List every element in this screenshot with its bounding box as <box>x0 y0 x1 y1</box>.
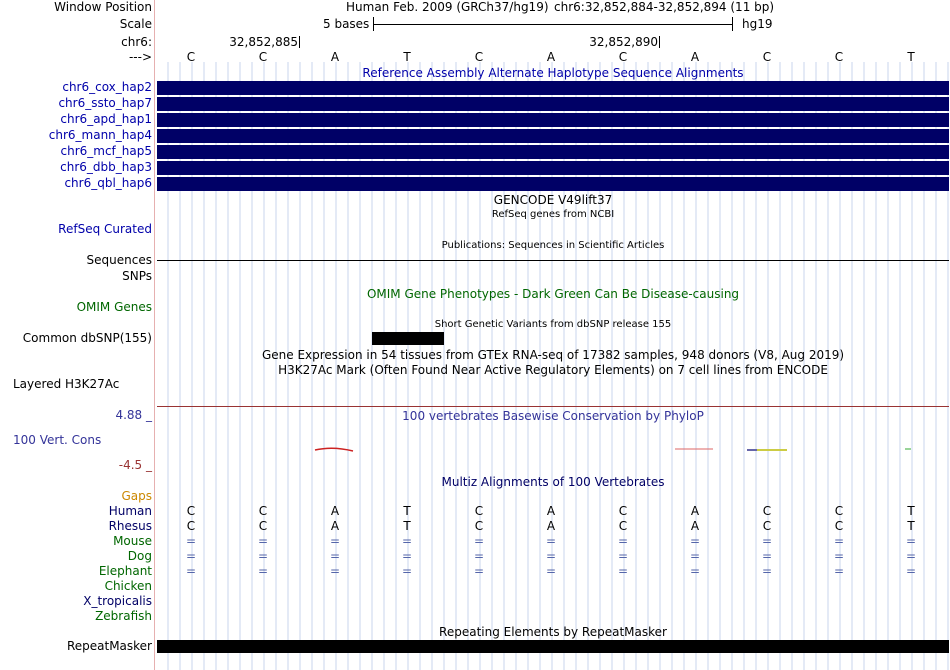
alignment-base: C <box>762 504 772 518</box>
phylop-label[interactable]: 100 Vert. Cons <box>13 433 102 447</box>
coord-tick-mark-1 <box>299 36 300 48</box>
alignment-base: A <box>690 504 700 518</box>
alignment-base: = <box>185 534 197 548</box>
alignment-base: = <box>473 534 485 548</box>
alignment-base: = <box>329 549 341 563</box>
species-label[interactable]: X_tropicalis <box>83 594 152 608</box>
phylop-mark-1 <box>315 448 353 451</box>
omim-label[interactable]: OMIM Genes <box>76 300 152 314</box>
alignment-base: = <box>257 564 269 578</box>
publications-title[interactable]: Publications: Sequences in Scientific Articles <box>441 240 665 251</box>
repeatmasker-block[interactable] <box>157 640 949 653</box>
alignment-base: = <box>689 564 701 578</box>
alignment-base: = <box>761 534 773 548</box>
alignment-base: C <box>618 504 628 518</box>
alignment-base: T <box>907 504 915 518</box>
haplotype-label[interactable]: chr6_ssto_hap7 <box>58 96 152 110</box>
dbsnp-title[interactable]: Short Genetic Variants from dbSNP release 155 <box>434 319 672 330</box>
h3k27ac-title[interactable]: H3K27Ac Mark (Often Found Near Active Regulatory Elements) on 7 cell lines from ENCODE <box>278 363 828 377</box>
haplotype-label[interactable]: chr6_mcf_hap5 <box>60 144 152 158</box>
alignment-base: = <box>617 534 629 548</box>
haplotype-bar[interactable] <box>157 97 949 111</box>
base-letter: A <box>690 50 700 64</box>
phylop-min: -4.5 _ <box>118 458 152 472</box>
phylop-title[interactable]: 100 vertebrates Basewise Conservation by PhyloP <box>402 409 704 423</box>
haplotype-bar[interactable] <box>157 129 949 143</box>
haplotype-bar[interactable] <box>157 161 949 175</box>
haplotype-bar[interactable] <box>157 81 949 95</box>
species-label[interactable]: Human <box>108 504 152 518</box>
h3k27ac-baseline <box>157 406 949 407</box>
repeatmasker-label[interactable]: RepeatMasker <box>66 639 152 653</box>
alignment-base: T <box>907 519 915 533</box>
alignment-base: C <box>258 504 268 518</box>
alignment-base: = <box>545 564 557 578</box>
base-letter: C <box>258 50 268 64</box>
assembly-label: Human Feb. 2009 (GRCh37/hg19) <box>346 0 549 14</box>
gencode-title[interactable]: GENCODE V49lift37 <box>493 193 613 207</box>
alignment-base: = <box>473 549 485 563</box>
alignment-base: A <box>546 519 556 533</box>
dbsnp-label[interactable]: Common dbSNP(155) <box>22 331 152 345</box>
alignment-base: = <box>833 564 845 578</box>
chrom-label: chr6: <box>121 35 152 49</box>
repeatmasker-title[interactable]: Repeating Elements by RepeatMasker <box>439 625 667 639</box>
alignment-base: T <box>403 504 411 518</box>
omim-title[interactable]: OMIM Gene Phenotypes - Dark Green Can Be Disease-causing <box>366 287 740 301</box>
alignment-base: = <box>905 549 917 563</box>
refseq-subtitle[interactable]: RefSeq genes from NCBI <box>491 209 615 220</box>
coord-tick-2: 32,852,890 <box>589 35 658 49</box>
alignment-base: = <box>185 564 197 578</box>
haplotype-label[interactable]: chr6_cox_hap2 <box>62 80 152 94</box>
haplotype-bar[interactable] <box>157 145 949 159</box>
base-letter: T <box>403 50 411 64</box>
scale-text: 5 bases <box>323 17 370 31</box>
species-label[interactable]: Dog <box>127 549 152 563</box>
base-letter: C <box>762 50 772 64</box>
refseq-label[interactable]: RefSeq Curated <box>58 222 152 236</box>
alignment-base: A <box>330 519 340 533</box>
base-letter: C <box>186 50 196 64</box>
species-label[interactable]: Mouse <box>113 534 152 548</box>
phylop-graph <box>157 440 949 460</box>
species-label[interactable]: Chicken <box>104 579 152 593</box>
dbsnp-variant[interactable] <box>372 332 444 345</box>
window-position-label: Window Position <box>54 0 152 14</box>
alignment-base: = <box>185 549 197 563</box>
strand-label: ---> <box>128 50 152 64</box>
base-letter: C <box>618 50 628 64</box>
alignment-base: = <box>545 534 557 548</box>
alignment-base: = <box>401 549 413 563</box>
alignment-base: = <box>761 549 773 563</box>
coord-tick-mark-2 <box>659 36 660 48</box>
alignment-base: C <box>834 504 844 518</box>
species-label[interactable]: Elephant <box>98 564 152 578</box>
position-label[interactable]: chr6:32,852,884-32,852,894 (11 bp) <box>554 0 775 14</box>
haplotype-title[interactable]: Reference Assembly Alternate Haplotype Sequence Alignments <box>362 66 744 80</box>
alignment-base: = <box>617 564 629 578</box>
alignment-base: A <box>546 504 556 518</box>
haplotype-label[interactable]: chr6_dbb_hap3 <box>60 160 152 174</box>
phylop-max: 4.88 _ <box>115 408 152 422</box>
alignment-base: = <box>473 564 485 578</box>
scale-bar <box>373 17 733 31</box>
alignment-base: = <box>905 534 917 548</box>
alignment-base: C <box>834 519 844 533</box>
alignment-base: = <box>617 549 629 563</box>
base-letter: A <box>330 50 340 64</box>
sequences-line <box>157 260 949 261</box>
alignment-base: = <box>905 564 917 578</box>
base-letter: A <box>546 50 556 64</box>
scale-db: hg19 <box>742 17 773 31</box>
haplotype-bar[interactable] <box>157 177 949 191</box>
alignment-base: C <box>762 519 772 533</box>
haplotype-label[interactable]: chr6_apd_hap1 <box>60 112 152 126</box>
multiz-title[interactable]: Multiz Alignments of 100 Vertebrates <box>441 475 665 489</box>
alignment-base: = <box>689 534 701 548</box>
alignment-base: = <box>401 564 413 578</box>
snps-label[interactable]: SNPs <box>122 269 152 283</box>
haplotype-label[interactable]: chr6_qbl_hap6 <box>64 176 152 190</box>
gtex-title[interactable]: Gene Expression in 54 tissues from GTEx RNA-seq of 17382 samples, 948 donors (V8, Aug 2019) <box>261 348 845 362</box>
alignment-base: = <box>257 534 269 548</box>
alignment-base: = <box>761 564 773 578</box>
alignment-base: C <box>474 504 484 518</box>
alignment-base: = <box>329 534 341 548</box>
gaps-label[interactable]: Gaps <box>121 489 152 503</box>
alignment-base: C <box>186 504 196 518</box>
alignment-base: A <box>330 504 340 518</box>
alignment-base: = <box>545 549 557 563</box>
alignment-base: C <box>186 519 196 533</box>
alignment-base: = <box>689 549 701 563</box>
alignment-base: T <box>403 519 411 533</box>
coord-tick-1: 32,852,885 <box>229 35 298 49</box>
scale-label: Scale <box>119 17 152 31</box>
alignment-base: = <box>329 564 341 578</box>
alignment-base: = <box>401 534 413 548</box>
h3k27ac-label[interactable]: Layered H3K27Ac <box>13 377 120 391</box>
haplotype-label[interactable]: chr6_mann_hap4 <box>48 128 152 142</box>
species-label[interactable]: Zebrafish <box>95 609 152 623</box>
alignment-base: C <box>474 519 484 533</box>
species-label[interactable]: Rhesus <box>108 519 152 533</box>
alignment-base: A <box>690 519 700 533</box>
base-letter: T <box>907 50 915 64</box>
alignment-base: = <box>833 534 845 548</box>
haplotype-bar[interactable] <box>157 113 949 127</box>
base-letter: C <box>834 50 844 64</box>
alignment-base: C <box>618 519 628 533</box>
alignment-base: C <box>258 519 268 533</box>
sequences-label[interactable]: Sequences <box>86 253 152 267</box>
alignment-base: = <box>833 549 845 563</box>
alignment-base: = <box>257 549 269 563</box>
base-letter: C <box>474 50 484 64</box>
